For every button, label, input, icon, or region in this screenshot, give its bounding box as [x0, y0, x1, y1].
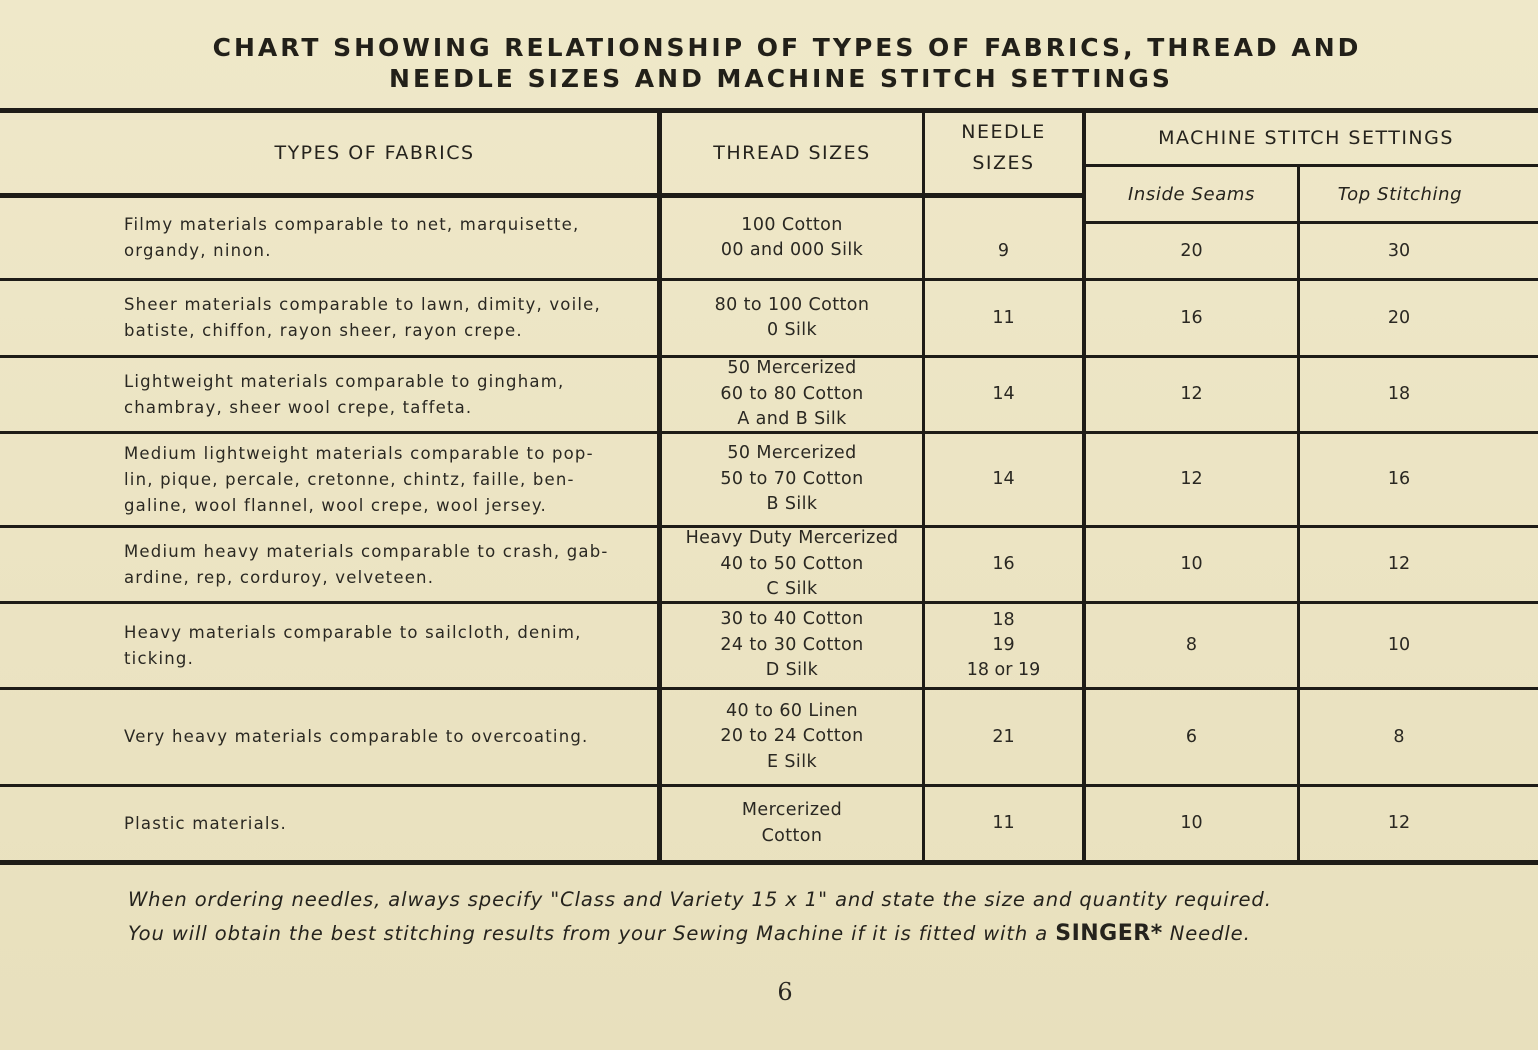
thread-size: 50 Mercerized 60 to 80 Cotton A and B Silk — [720, 358, 864, 430]
fabric-description — [0, 690, 640, 784]
fabric-line: ticking. — [124, 648, 195, 668]
fabric-line: Sheer materials comparable to lawn, dimity, voile, — [124, 295, 601, 314]
thread-size: Heavy Duty Mercerized 40 to 50 Cotton C Silk — [685, 528, 899, 600]
fabric-line: Plastic materials. — [124, 813, 287, 833]
needle-size: 9 — [997, 240, 1010, 261]
table-bottom-rule — [0, 860, 1538, 865]
inside-seams-setting: 10 — [1180, 813, 1203, 833]
fabric-line: Medium lightweight materials comparable to pop- — [124, 443, 594, 463]
fabric-line: Very heavy materials comparable to overcoating. — [124, 727, 589, 746]
footer-note-line-2 — [128, 921, 1251, 946]
page-number: 6 — [777, 978, 793, 1006]
footer-note-line-1: When ordering needles, always specify "Class and Variety 15 x 1" and state the size and quantity required. — [128, 888, 1272, 911]
top-stitching-setting: 18 — [1387, 384, 1411, 404]
fabric-description — [0, 281, 640, 355]
chart-title-line-2: NEEDLE SIZES AND MACHINE STITCH SETTINGS — [389, 64, 1173, 93]
chart-title-line-1: CHART SHOWING RELATIONSHIP OF TYPES OF FABRICS, THREAD AND — [212, 33, 1362, 62]
footer-note-text: You will obtain the best stitching results from your Sewing Machine if it is fitted with a — [128, 922, 1056, 945]
fabric-description — [0, 358, 640, 431]
thread-size: 100 Cotton 00 and 000 Silk — [720, 214, 864, 260]
inside-seams-setting: 12 — [1180, 469, 1203, 489]
brand-name: SINGER* — [1055, 921, 1163, 946]
thread-size: 80 to 100 Cotton 0 Silk — [714, 294, 870, 340]
inside-seams-setting: 6 — [1185, 726, 1198, 747]
top-stitching-setting: 12 — [1387, 813, 1411, 833]
inside-seams-setting: 16 — [1180, 307, 1203, 328]
needle-size: 21 — [992, 726, 1015, 747]
thread-size: 40 to 60 Linen 20 to 24 Cotton E Silk — [720, 700, 864, 772]
needle-size: 16 — [992, 554, 1015, 574]
footer-note-text-end: Needle. — [1162, 922, 1251, 945]
top-stitching-setting: 10 — [1387, 635, 1411, 655]
fabric-description — [0, 787, 640, 860]
header-machine-stitch-settings: MACHINE STITCH SETTINGS — [1158, 127, 1454, 149]
header-inside-seams: Inside Seams — [1128, 183, 1255, 205]
header-needle-sizes: NEEDLE SIZES — [961, 121, 1046, 174]
fabric-line: Lightweight materials comparable to gingham, — [124, 371, 565, 391]
inside-seams-setting: 12 — [1180, 384, 1203, 404]
top-stitching-setting: 8 — [1393, 726, 1405, 747]
top-stitching-setting: 30 — [1387, 240, 1411, 261]
top-stitching-setting: 20 — [1387, 307, 1411, 328]
header-thread-sizes: THREAD SIZES — [713, 141, 871, 164]
fabric-line: ardine, rep, corduroy, velveteen. — [124, 567, 435, 587]
inside-seams-setting: 8 — [1185, 635, 1198, 655]
fabric-line: lin, pique, percale, cretonne, chintz, faille, ben- — [124, 469, 575, 489]
needle-size: 11 — [992, 813, 1015, 833]
fabric-description — [0, 198, 640, 278]
inside-seams-setting: 20 — [1180, 240, 1203, 261]
fabric-line: batiste, chiffon, rayon sheer, rayon crepe. — [124, 321, 523, 340]
fabric-line: chambray, sheer wool crepe, taffeta. — [124, 397, 473, 417]
needle-size: 11 — [992, 307, 1015, 328]
top-stitching-setting: 12 — [1387, 554, 1411, 574]
inside-seams-setting: 10 — [1180, 554, 1203, 574]
thread-size: 30 to 40 Cotton 24 to 30 Cotton D Silk — [720, 609, 864, 681]
fabric-line: Medium heavy materials comparable to crash, gab- — [124, 541, 609, 561]
fabric-description — [0, 604, 640, 687]
fabric-description — [0, 434, 640, 525]
fabric-line: Heavy materials comparable to sailcloth, denim, — [124, 622, 582, 642]
thread-size: Mercerized Cotton — [741, 800, 843, 846]
header-top-stitching: Top Stitching — [1337, 183, 1463, 205]
fabric-description — [0, 528, 640, 601]
fabric-thread-needle-table — [0, 108, 1538, 865]
fabric-line: galine, wool flannel, wool crepe, wool jersey. — [124, 495, 547, 515]
top-stitching-setting: 16 — [1387, 469, 1411, 489]
needle-size: 14 — [992, 469, 1015, 489]
fabric-line: Filmy materials comparable to net, marquisette, — [124, 215, 580, 234]
needle-size: 14 — [992, 384, 1015, 404]
needle-size: 18 19 18 or 19 — [966, 610, 1041, 680]
fabric-line: organdy, ninon. — [124, 241, 272, 260]
thread-size: 50 Mercerized 50 to 70 Cotton B Silk — [720, 443, 864, 515]
header-types-of-fabrics: TYPES OF FABRICS — [274, 141, 475, 164]
